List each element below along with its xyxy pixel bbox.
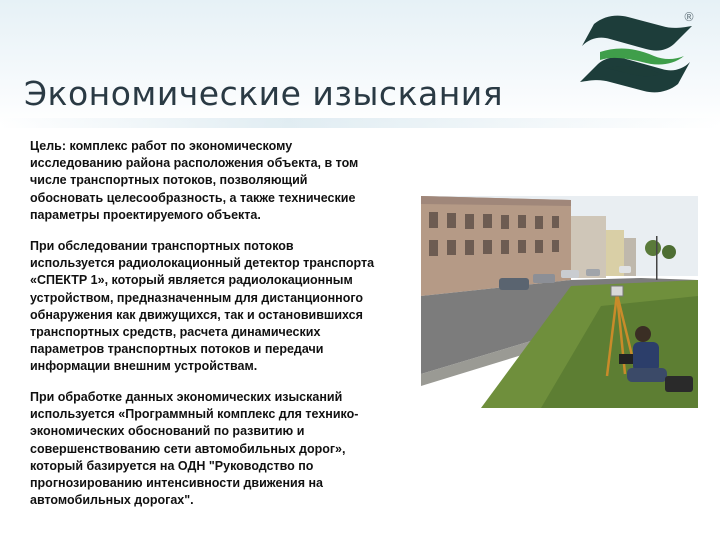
street-survey-photo <box>421 196 698 408</box>
registered-mark: ® <box>683 10 695 24</box>
software-paragraph: При обработке данных экономических изысканий используется «Программный комплекс для технико- экономических обоснований по развитию и совершенствованию сети автомобильных дорог», который базируется на ОДН "Руководство по прогнозированию интенсивности движения на автомобильных дорогах". <box>30 390 359 508</box>
header-band-shade <box>0 118 720 128</box>
slide-title: Экономические изыскания <box>24 74 504 113</box>
goal-paragraph: Цель: комплекс работ по экономическому исследованию района расположения объекта, в том числе транспортных потоков, позволяющий обосновать целесообразность, а также технические параметры проектируемого объекта. <box>30 139 359 222</box>
radar-detector-paragraph: При обследовании транспортных потоков используется радиолокационный детектор транспорта «СПЕКТР 1», который является радиолокационным устройством, предназначенным для дистанционного обнаружения как движущихся, так и остановившихся транспортных средств, расчета динамических параметров транспортных потоков и передачи информации внешним устройствам. <box>30 239 375 374</box>
